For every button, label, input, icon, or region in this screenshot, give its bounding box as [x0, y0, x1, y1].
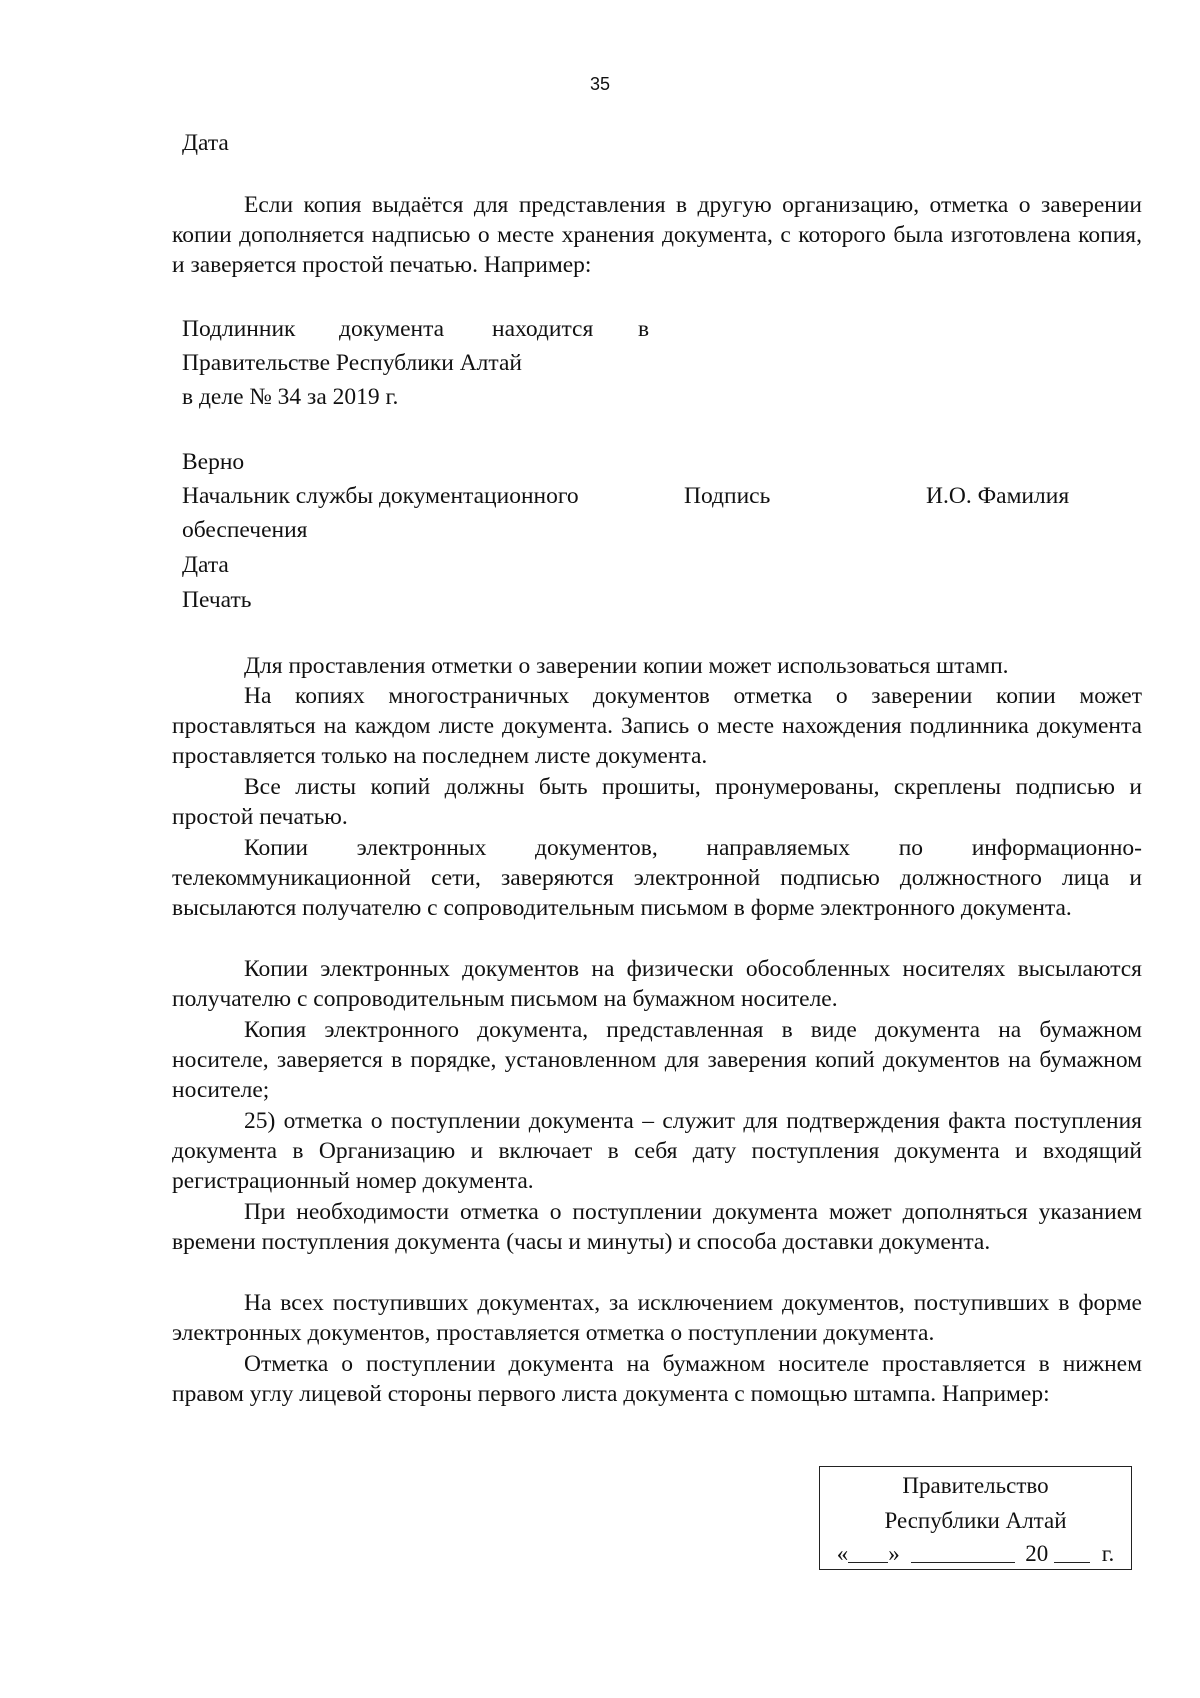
original-location-word-3: находится: [492, 316, 594, 342]
stamp-year-blank: [1054, 1542, 1090, 1563]
paragraph-3: Все листы копий должны быть прошиты, пронумерованы, скреплены подписью и простой печатью.: [172, 774, 1142, 830]
paragraph-1: Для проставления отметки о заверении копии может использоваться штамп.: [244, 653, 1009, 679]
paragraph-8: При необходимости отметка о поступлении документа может дополняться указанием времени поступления документа (часы и минуты) и способа доставки документа.: [172, 1199, 1142, 1255]
original-location-word-1: Подлинник: [182, 316, 296, 342]
stamp-year-prefix: 20: [1025, 1541, 1049, 1566]
stamp-date-line: [820, 1541, 1131, 1567]
paragraph-9: На всех поступивших документах, за исключением документов, поступивших в форме электронных документов, проставляется отметка о поступлении документа.: [172, 1290, 1142, 1346]
position-line-2: обеспечения: [182, 517, 308, 543]
date-label: Дата: [182, 552, 229, 578]
seal-label: Печать: [182, 587, 252, 613]
stamp-day-blank: [848, 1542, 888, 1563]
paragraph-2: На копиях многостраничных документов отметка о заверении копии может проставляться на каждом листе документа. Запись о месте нахождения подлинника документа проставляется только на последнем листе документа.: [172, 683, 1142, 769]
stamp-line-1: Правительство: [902, 1473, 1049, 1498]
page-number: 35: [589, 74, 611, 94]
original-location-word-2: документа: [339, 316, 445, 342]
paragraph-copy-other-org: Если копия выдаётся для представления в другую организацию, отметка о заверении копии дополняется надписью о месте хранения документа, с которого была изготовлена копия, и заверяется простой печатью. Например:: [172, 192, 1142, 278]
original-location-word-4: в: [638, 316, 650, 342]
stamp-year-suffix: г.: [1101, 1541, 1115, 1566]
name-label: И.О. Фамилия: [926, 483, 1070, 509]
paragraph-10: Отметка о поступлении документа на бумажном носителе проставляется в нижнем правом углу лицевой стороны первого листа документа с помощью штампа. Например:: [172, 1351, 1142, 1407]
signature-label: Подпись: [684, 483, 771, 509]
paragraph-7: 25) отметка о поступлении документа – служит для подтверждения факта поступления документа в Организацию и включает в себя дату поступления документа и входящий регистрационный номер документа.: [172, 1108, 1142, 1194]
paragraph-6: Копия электронного документа, представленная в виде документа на бумажном носителе, заверяется в порядке, установленном для заверения копий документов на бумажном носителе;: [172, 1017, 1142, 1103]
original-location-line-3: в деле № 34 за 2019 г.: [182, 384, 399, 410]
paragraph-4: Копии электронных документов, направляемых по информационно-телекоммуникационной сети, заверяются электронной подписью должностного лица и высылаются получателю с сопроводительным письмом в форме электронного документа.: [172, 835, 1142, 921]
position-line-1: Начальник службы документационного: [182, 483, 579, 509]
stamp-open-quote: «: [836, 1541, 849, 1566]
date-label-top: Дата: [182, 130, 229, 156]
paragraph-5: Копии электронных документов на физически обособленных носителях высылаются получателю с сопроводительным письмом на бумажном носителе.: [172, 956, 1142, 1012]
verno-label: Верно: [182, 449, 245, 475]
receipt-stamp: [819, 1466, 1132, 1570]
stamp-month-blank: [911, 1542, 1015, 1563]
original-location-line-2: Правительстве Республики Алтай: [182, 350, 522, 376]
stamp-line-2: Республики Алтай: [884, 1508, 1067, 1533]
stamp-close-quote: »: [888, 1541, 900, 1566]
